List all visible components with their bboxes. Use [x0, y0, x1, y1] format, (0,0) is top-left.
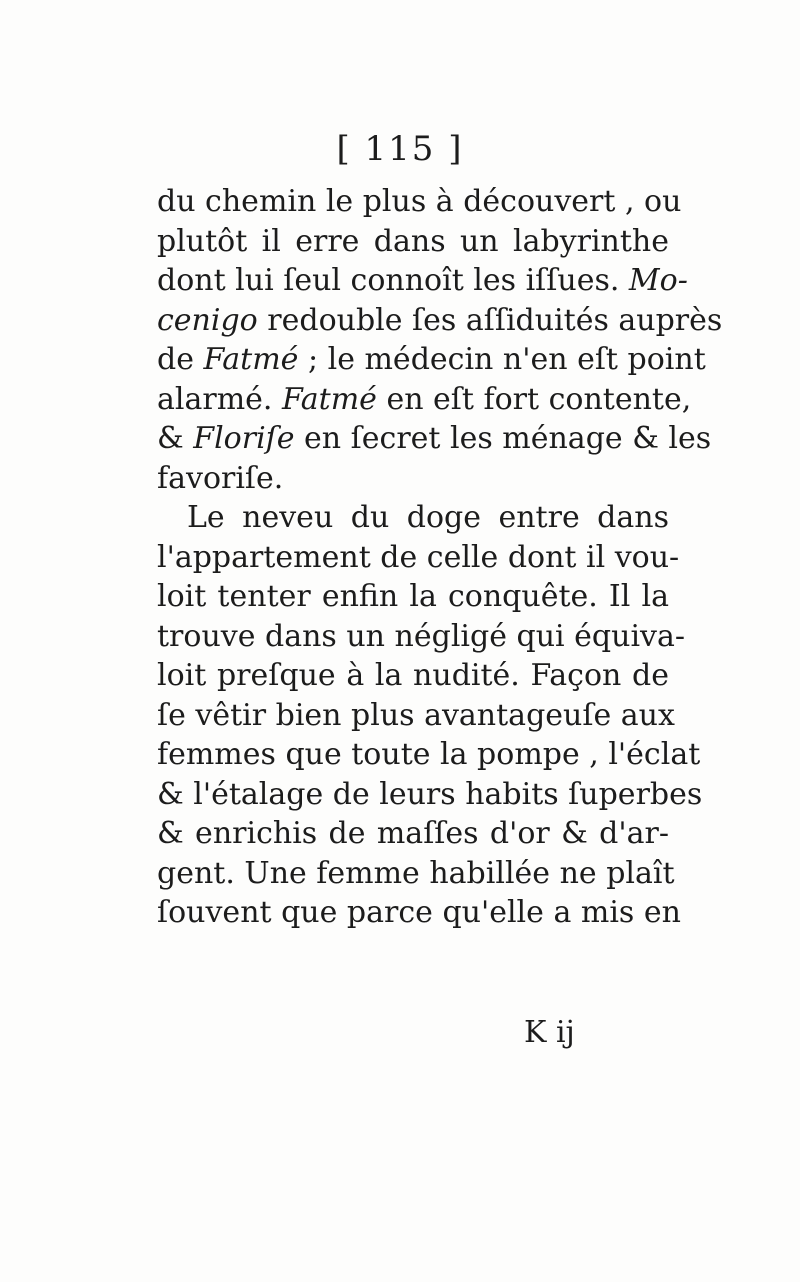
text-run: & l'étalage de leurs habits ſuperbes [157, 776, 703, 812]
italic-name: cenigo [157, 302, 258, 338]
text-run: loit preſque à la nudité. Façon de [157, 658, 669, 693]
italic-name: Fatmé [281, 381, 377, 417]
text-run: & enrichis de maſſes d'or & d'ar- [157, 816, 669, 851]
text-line [157, 656, 669, 696]
text-run: alarmé. [157, 381, 282, 417]
text-line [157, 380, 692, 420]
text-line [157, 498, 669, 538]
text-run: ſe vêtir bien plus avantageuſe aux [157, 697, 675, 733]
text-line [157, 854, 675, 894]
text-run: de [157, 342, 204, 377]
text-line [157, 735, 701, 775]
signature-mark: K ij [524, 1015, 575, 1050]
page-number: [ 115 ] [336, 129, 464, 169]
text-line [157, 301, 723, 341]
text-run: gent. Une femme habillée ne plaît [157, 855, 675, 891]
text-line [157, 261, 688, 301]
text-run: favoriſe. [157, 460, 284, 496]
text-run: & [157, 421, 194, 456]
text-run: ; le médecin n'en eſt point [298, 342, 706, 377]
text-run: loit tenter enfin la conquête. Il la [157, 579, 669, 614]
text-line [157, 459, 669, 499]
text-line [157, 775, 703, 815]
text-run: ſouvent que parce qu'elle a mis en [157, 895, 681, 930]
text-run: en eſt fort contente, [376, 381, 692, 417]
text-run: dont lui ſeul connoît les iſſues. [157, 263, 629, 298]
text-run: du chemin le plus à découvert , ou [157, 184, 682, 219]
italic-name: Fatmé [203, 342, 299, 377]
text-run: trouve dans un négligé qui équiva- [157, 618, 686, 654]
text-line [157, 538, 680, 578]
text-run: l'appartement de celle dont il vou- [157, 539, 680, 575]
text-line [157, 340, 706, 380]
text-line [157, 222, 669, 262]
text-run: redouble ſes aſſiduités auprès [257, 302, 723, 338]
text-line [157, 893, 681, 933]
text-line [157, 419, 712, 459]
text-run: femmes que toute la pompe , l'éclat [157, 737, 701, 772]
text-line [157, 814, 669, 854]
italic-name: Floriſe [193, 421, 295, 456]
text-line [157, 617, 686, 657]
text-run: en ſecret les ménage & les [294, 421, 712, 456]
text-run: Le neveu du doge entre dans [187, 500, 669, 535]
body-text [157, 182, 723, 933]
text-line [157, 696, 675, 736]
text-line [157, 182, 682, 222]
text-line [157, 577, 669, 617]
text-run: plutôt il erre dans un labyrinthe [157, 223, 669, 259]
italic-name: Mo- [628, 263, 688, 298]
